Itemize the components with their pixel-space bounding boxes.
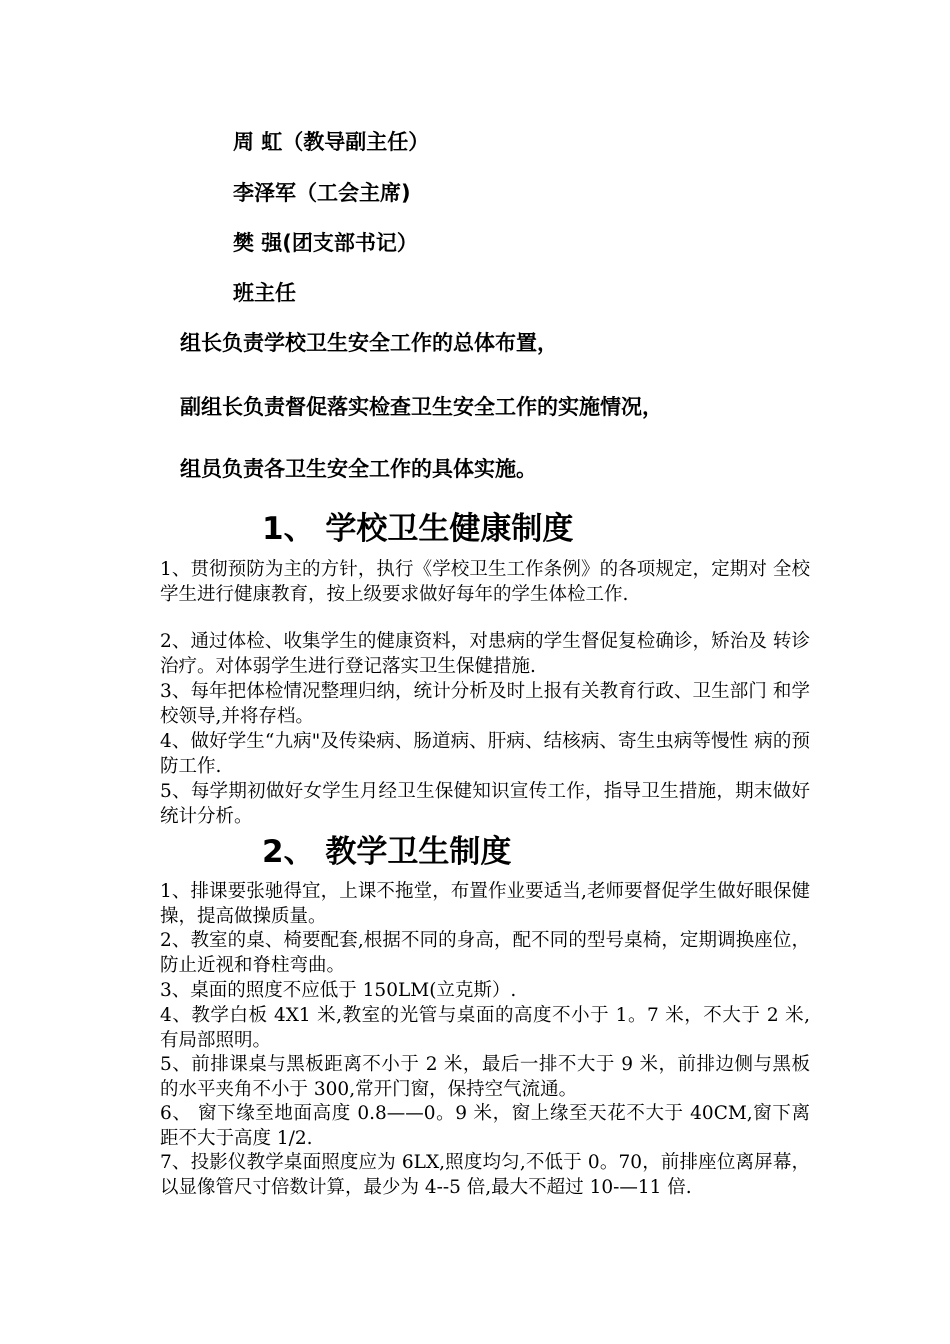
health-rule-4: 4、做好学生“九病"及传染病、肠道病、肝病、结核病、寄生虫病等慢性 病的预防工作. — [160, 731, 810, 777]
teaching-rule-4: 4、教学白板 4X1 米,教室的光管与桌面的高度不小于 1。7 米，不大于 2 米, 有局部照明。 — [160, 1005, 810, 1051]
duty-members: 组员负责各卫生安全工作的具体实施。 — [180, 457, 537, 481]
section-heading-teaching: 2、 教学卫生制度 — [262, 834, 512, 870]
teaching-rule-3: 3、桌面的照度不应低于 150LM(立克斯）. — [160, 980, 517, 1001]
teaching-rule-5: 5、前排课桌与黑板距离不小于 2 米，最后一排不大于 9 米，前排边侧与黑板的水平夹角不小于 300,常开门窗，保持空气流通。 — [160, 1054, 810, 1100]
health-rule-5: 5、每学期初做好女学生月经卫生保健知识宣传工作，指导卫生措施，期末做好统计分析。 — [160, 781, 810, 827]
health-rule-1: 1、贯彻预防为主的方针，执行《学校卫生工作条例》的各项规定，定期对 全校学生进行健康教育，按上级要求做好每年的学生体检工作. — [160, 559, 810, 605]
teaching-rule-1: 1、排课要张驰得宜，上课不拖堂，布置作业要适当,老师要督促学生做好眼保健操，提高做操质量。 — [160, 881, 810, 927]
health-rule-2: 2、通过体检、收集学生的健康资料，对患病的学生督促复检确诊，矫治及 转诊治疗。对体弱学生进行登记落实卫生保健措施. — [160, 631, 810, 677]
teaching-rule-6: 6、 窗下缘至地面高度 0.8——0。9 米，窗上缘至天花不大于 40CM,窗下离距不大于高度 1/2. — [160, 1103, 810, 1149]
member-li-zejun: 李泽军（工会主席) — [233, 181, 411, 205]
teaching-rule-7: 7、投影仪教学桌面照度应为 6LX,照度均匀,不低于 0。70，前排座位离屏幕，以显像管尺寸倍数计算，最少为 4--5 倍,最大不超过 10-—11 倍. — [160, 1152, 810, 1198]
section-heading-health: 1、 学校卫生健康制度 — [262, 511, 574, 547]
member-zhou-hong: 周 虹（教导副主任） — [233, 130, 430, 154]
health-rule-3: 3、每年把体检情况整理归纳，统计分析及时上报有关教育行政、卫生部门 和学校领导,并将存档。 — [160, 681, 810, 727]
member-fan-qiang: 樊 强(团支部书记） — [233, 231, 418, 255]
duty-deputy-leader: 副组长负责督促落实检查卫生安全工作的实施情况， — [180, 395, 663, 419]
duty-leader: 组长负责学校卫生安全工作的总体布置， — [180, 331, 558, 355]
teaching-rule-2: 2、教室的桌、椅要配套,根据不同的身高，配不同的型号桌椅，定期调换座位，防止近视和脊柱弯曲。 — [160, 930, 810, 976]
member-class-teacher: 班主任 — [233, 281, 296, 305]
